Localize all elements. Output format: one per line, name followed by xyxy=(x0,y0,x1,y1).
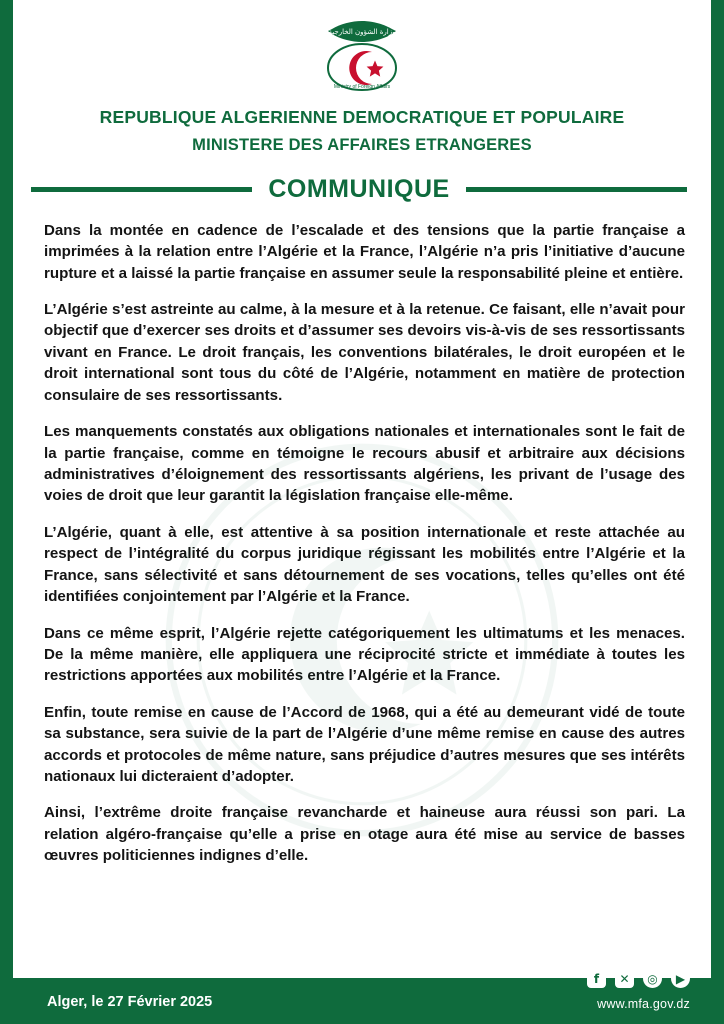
paragraph: L’Algérie s’est astreinte au calme, à la mesure et à la retenue. Ce faisant, elle n’avait pour objectif que d’exercer ses droits et d’assumer ses devoirs vis-à-vis de ses ressortissants vivant en France. Le droit français, les conventions bilatérales, le droit européen et le droit international sont tous du côté de l’Algérie, notamment en matière de protection consulaire de ses ressortissants. xyxy=(44,301,685,404)
svg-text:Ministry of Foreign Affairs: Ministry of Foreign Affairs xyxy=(333,84,391,90)
instagram-icon[interactable]: ◎ xyxy=(643,969,662,988)
svg-text:وزارة الشؤون الخارجية: وزارة الشؤون الخارجية xyxy=(328,28,396,36)
page-title: COMMUNIQUE xyxy=(268,174,450,203)
footer-date: Alger, le 27 Février 2025 xyxy=(47,994,213,1010)
paragraph: Ainsi, l’extrême droite française revancharde et haineuse aura réussi son pari. La relation algéro-française qu’elle a prise en otage aura été mise au service de basses œuvres politiciennes indignes d’elle. xyxy=(44,804,685,865)
document-body xyxy=(13,204,711,867)
document-page xyxy=(13,0,711,1024)
right-green-border xyxy=(711,0,724,1024)
heading-rule-left xyxy=(31,187,252,192)
paragraph: Dans la montée en cadence de l’escalade et des tensions que la partie française a imprimées à la relation entre l’Algérie et la France, l’Algérie n’a pris l’initiative d’aucune rupture et a laissé la partie française en assumer seule la responsabilité pleine et entière. xyxy=(44,221,685,282)
heading-rule-right xyxy=(466,187,687,192)
left-green-border xyxy=(0,0,13,1024)
ministry-title: MINISTERE DES AFFAIRES ETRANGERES xyxy=(192,135,532,154)
social-links xyxy=(587,969,690,988)
website-url[interactable]: www.mfa.gov.dz xyxy=(597,997,690,1011)
youtube-icon[interactable]: ▶ xyxy=(671,969,690,988)
x-twitter-icon[interactable]: ✕ xyxy=(615,969,634,988)
paragraph: Dans ce même esprit, l’Algérie rejette catégoriquement les ultimatums et les menaces. De la même manière, elle appliquera une réciprocité stricte et immédiate à toutes les restrictions apportées aux mobilités entre l’Algérie et la France. xyxy=(44,624,685,685)
paragraph: Enfin, toute remise en cause de l’Accord de 1968, qui a été au demeurant vidé de toute sa substance, sera suivie de la part de l’Algérie d’une même remise en cause des autres accords et protocoles de même nature, sans préjudice d’autres mesures que ses intérêts nationaux lui dicteraient d’adopter. xyxy=(44,703,685,786)
document-header xyxy=(13,106,711,155)
facebook-icon[interactable]: f xyxy=(587,969,606,988)
ministry-emblem xyxy=(310,18,414,92)
country-title: REPUBLIQUE ALGERIENNE DEMOCRATIQUE ET POPULAIRE xyxy=(99,107,625,127)
paragraph: Les manquements constatés aux obligations nationales et internationales sont le fait de la partie française, comme en témoigne le recours abusif et arbitraire aux décisions administratives d’éloignement des ressortissants algériens, les privant de l’usage des voies de droit que leur garantit la législation française elle-même. xyxy=(44,423,685,505)
document-footer xyxy=(0,966,724,1024)
communique-heading-row xyxy=(13,175,711,204)
paragraph: L’Algérie, quant à elle, est attentive à sa position internationale et reste attachée au respect de l’intégralité du corpus juridique régissant les mobilités entre l’Algérie et la France, sans sélectivité et sans détournement de ses vocations, telles qu’elles ont été identifiées conjointement par l’Algérie et la France. xyxy=(44,523,685,606)
